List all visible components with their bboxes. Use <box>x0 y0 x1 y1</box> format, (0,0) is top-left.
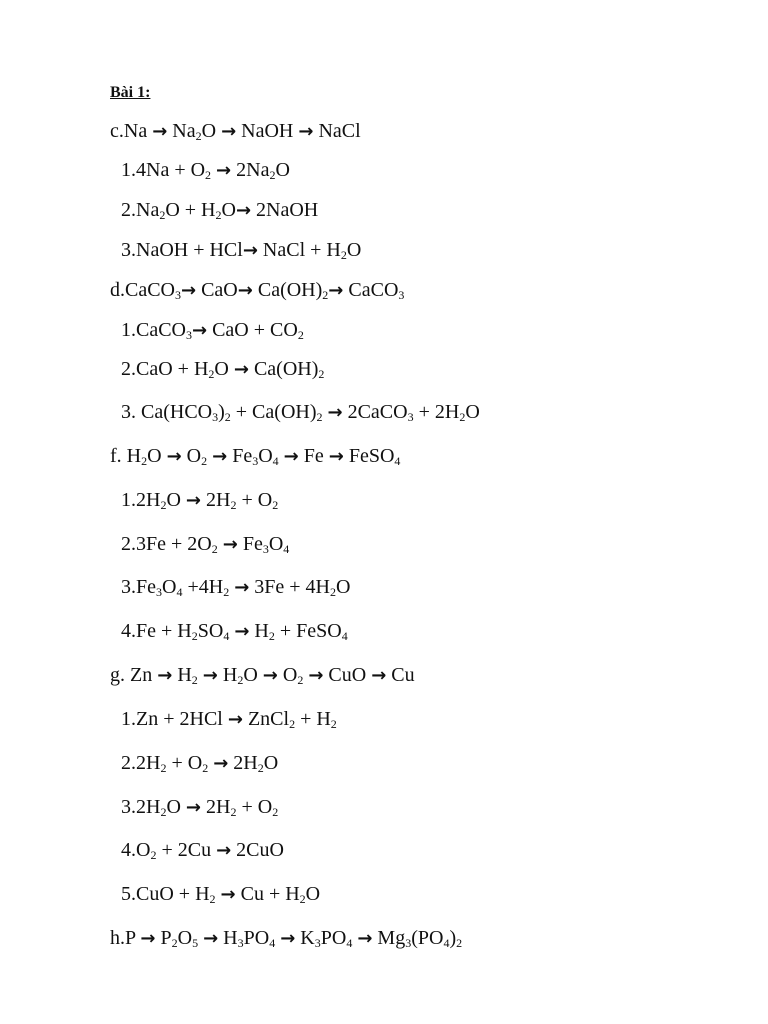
arrow-icon: → <box>233 359 249 380</box>
arrow-icon: → <box>262 665 278 686</box>
arrow-icon: → <box>371 665 387 686</box>
equation-f-4: $4.Fe + H_2SO_4 \to H_2$ + FeSO$_4$ <box>121 620 348 643</box>
arrow-icon: → <box>192 320 208 341</box>
reaction-chain-h: $h.P \to P_2O_5 \to H_3PO_4 \to K_3PO_4 \to Mg_3(PO_4)_2$ <box>110 927 463 950</box>
arrow-icon: → <box>213 753 229 774</box>
arrow-icon: → <box>234 621 250 642</box>
arrow-icon: → <box>140 928 156 949</box>
arrow-icon: → <box>242 240 258 261</box>
arrow-icon: → <box>328 446 344 467</box>
arrow-icon: → <box>357 928 373 949</box>
arrow-icon: → <box>181 280 197 301</box>
arrow-icon: → <box>166 446 182 467</box>
equation-d-1: 1.CaCO$_3$→ CaO + $CO_2$ <box>121 319 304 342</box>
arrow-icon: → <box>222 534 238 555</box>
arrow-icon: → <box>152 121 168 142</box>
equation-f-1: $1.2H_2O \to 2H_2 + O_2$ <box>121 489 279 512</box>
arrow-icon: → <box>237 280 253 301</box>
equation-c-3: 3.NaOH + HCl→ NaCl + $H_2O$ <box>121 239 362 262</box>
equation-d-3: 3. $Ca(HCO_3)_2 + Ca(OH)_2$ → 2CaCO$_3$ + $2H_2O$ <box>121 401 480 424</box>
arrow-icon: → <box>227 709 243 730</box>
arrow-icon: → <box>235 200 252 221</box>
equation-g-4: $4.O_2 + 2Cu \to 2CuO$ <box>121 839 284 862</box>
reaction-chain-f: f. $H_2O \to O_2 \to Fe_3O_4 \to Fe$ → FeSO$_4$ <box>110 445 401 468</box>
arrow-icon: → <box>157 665 173 686</box>
arrow-icon: → <box>212 446 228 467</box>
arrow-icon: → <box>298 121 314 142</box>
exercise-title: Bài 1: <box>110 84 151 101</box>
equation-g-5: $5.CuO + H_2 \to Cu + H_2O$ <box>121 883 321 906</box>
equation-g-1: 1.Zn + 2HCl → ZnCl$_2$ + $H_2$ <box>121 708 337 731</box>
arrow-icon: → <box>202 665 218 686</box>
arrow-icon: → <box>203 928 219 949</box>
equation-c-1: $1.4Na + O_2 \to 2Na_2O$ <box>121 159 290 182</box>
arrow-icon: → <box>216 840 232 861</box>
equation-g-2: $2.2H_2 + O_2 \to 2H_2O$ <box>121 752 279 775</box>
equation-d-2: $2.CaO + H_2O \to Ca(OH)_2$ <box>121 358 325 381</box>
equation-f-2: $2.3Fe + 2O_2 \to Fe_3O_4$ <box>121 533 290 556</box>
arrow-icon: → <box>283 446 299 467</box>
arrow-icon: → <box>328 280 344 301</box>
arrow-icon: → <box>221 121 237 142</box>
equation-f-3: $3.Fe_3O_4 +4H_2 \to 3Fe + 4H_2O$ <box>121 576 351 599</box>
arrow-icon: → <box>185 797 201 818</box>
arrow-icon: → <box>216 160 232 181</box>
equation-g-3: $3.2H_2O \to 2H_2 + O_2$ <box>121 796 279 819</box>
arrow-icon: → <box>280 928 296 949</box>
reaction-chain-g: g. $Zn \to H_2 \to H_2O \to O_2$ → CuO → Cu <box>110 664 415 687</box>
reaction-chain-d: d.CaCO$_3$→ $CaO\to Ca(OH)_2\to$ CaCO$_3$ <box>110 279 405 302</box>
arrow-icon: → <box>234 577 250 598</box>
reaction-chain-c: $c.Na \to Na_2O$ → NaOH → NaCl <box>110 120 361 143</box>
arrow-icon: → <box>185 490 201 511</box>
arrow-icon: → <box>327 402 343 423</box>
arrow-icon: → <box>220 884 236 905</box>
arrow-icon: → <box>308 665 324 686</box>
equation-c-2: $2.Na_2O + H_2O\to$ 2NaOH <box>121 199 319 222</box>
